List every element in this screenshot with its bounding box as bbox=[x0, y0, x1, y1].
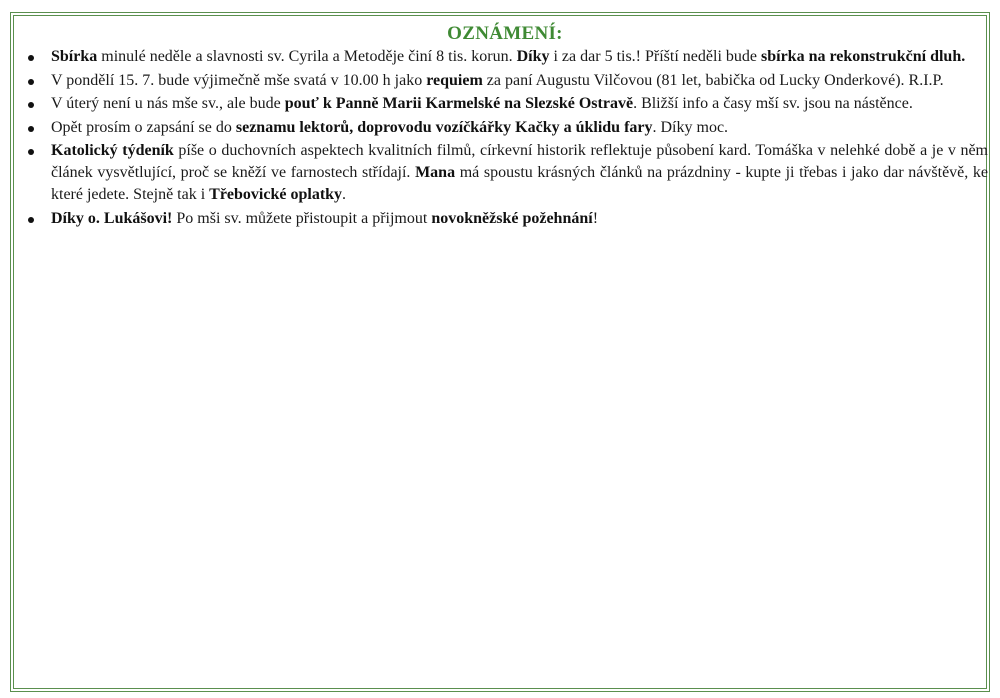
list-item: Opět prosím o zapsání se do seznamu lektorů, doprovodu vozíčkářky Kačky a úklidu fary. Díky moc. bbox=[22, 117, 988, 139]
bullet-icon bbox=[28, 126, 34, 132]
list-item: Díky o. Lukášovi! Po mši sv. můžete přistoupit a přijmout novokněžské požehnání! bbox=[22, 208, 988, 230]
page-title: OZNÁMENÍ: bbox=[447, 23, 563, 44]
bullet-icon bbox=[28, 102, 34, 108]
bullet-icon bbox=[28, 217, 34, 223]
bullet-icon bbox=[28, 149, 34, 155]
list-item: Katolický týdeník píše o duchovních aspektech kvalitních filmů, církevní historik reflektuje působení kard. Tomáška v nelehké době a je v něm článek vysvětlující, proč se kněží ve farnostech střídají. Mana má spoustu krásných článků na prázdniny - kupte ji třebas i jako dar návštěvě, ke které jedete. Stejně tak i Třebovické oplatky. bbox=[22, 140, 988, 206]
list-item: Sbírka minulé neděle a slavnosti sv. Cyrila a Metoděje činí 8 tis. korun. Díky i za dar 5 tis.! Příští neděli bude sbírka na rekonstrukční dluh. bbox=[22, 46, 988, 68]
bullet-icon bbox=[28, 55, 34, 61]
list-item: V úterý není u nás mše sv., ale bude pouť k Panně Marii Karmelské na Slezské Ostravě. Bližší info a časy mší sv. jsou na nástěnce. bbox=[22, 93, 988, 115]
bullet-icon bbox=[28, 79, 34, 85]
list-item: V pondělí 15. 7. bude výjimečně mše svatá v 10.00 h jako requiem za paní Augustu Vilčovou (81 let, babička od Lucky Onderkové). R.I.P. bbox=[22, 70, 988, 92]
announcements-panel bbox=[22, 22, 988, 231]
announcement-list bbox=[22, 46, 988, 230]
